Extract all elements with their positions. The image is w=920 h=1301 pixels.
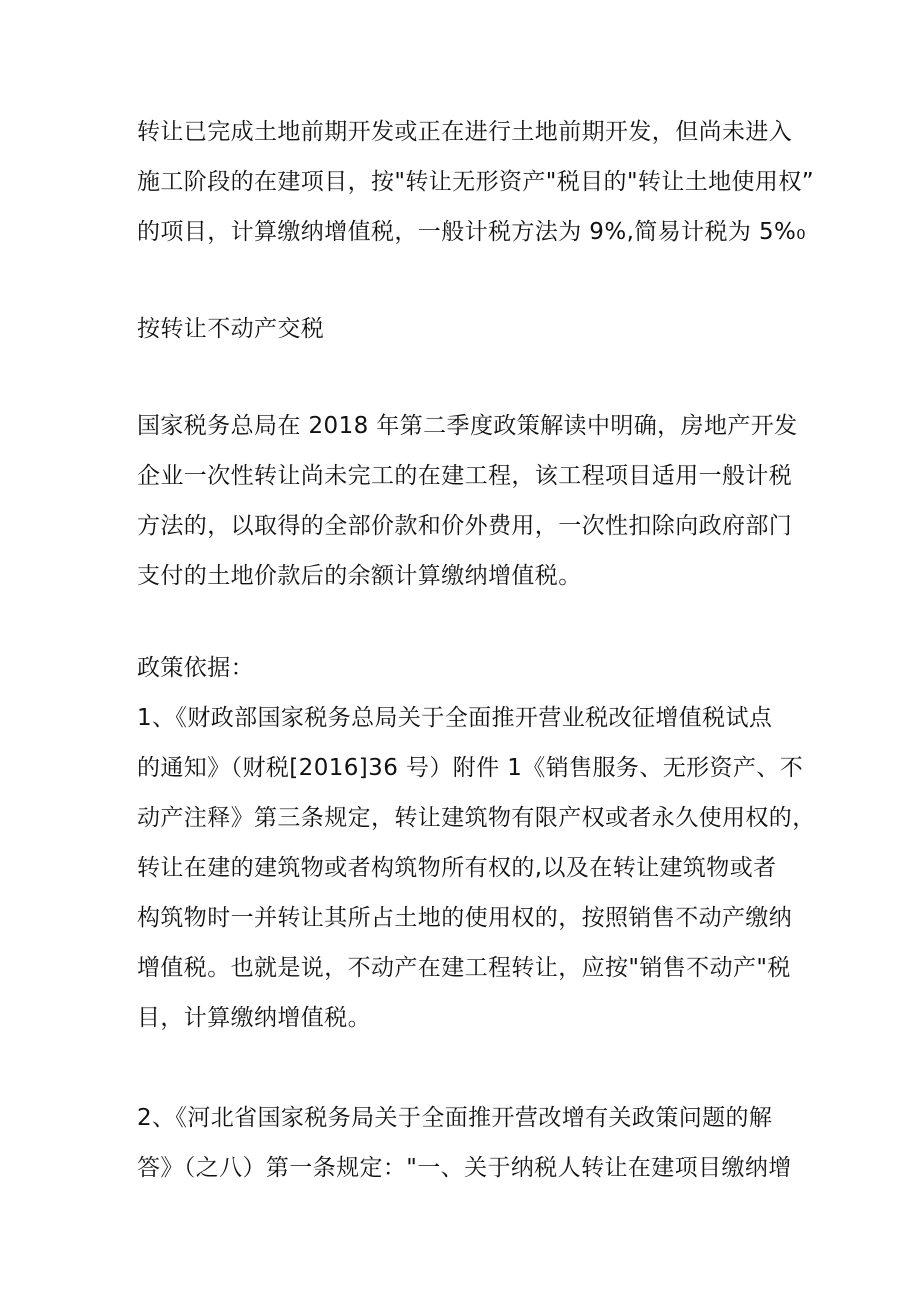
basis-1-line-4: 转让在建的建筑物或者构筑物所有权的,以及在转让建筑物或者 — [137, 855, 777, 881]
basis-1-line-5: 构筑物时一并转让其所占土地的使用权的，按照销售不动产缴纳 — [137, 905, 793, 931]
basis-1-line-2: 的通知》（财税[2016]36 号）附件 1《销售服务、无形资产、不 — [137, 755, 804, 781]
paragraph-1-line-2: 施工阶段的在建项目，按"转让无形资产"税目的"转让土地使用权” — [137, 169, 815, 195]
paragraph-1-line-3: 的项目，计算缴纳增值税，一般计税方法为 9%,简易计税为 5%₀ — [137, 219, 806, 245]
paragraph-2-line-4: 支付的土地价款后的余额计算缴纳增值税。 — [137, 563, 582, 589]
paragraph-2-line-1: 国家税务总局在 2018 年第二季度政策解读中明确，房地产开发 — [137, 413, 798, 439]
basis-1-line-3: 动产注释》第三条规定，转让建筑物有限产权或者永久使用权的， — [137, 805, 816, 831]
basis-1-line-6: 增值税。也就是说，不动产在建工程转让，应按"销售不动产"税 — [137, 955, 791, 981]
paragraph-2-line-3: 方法的，以取得的全部价款和价外费用，一次性扣除向政府部门 — [137, 513, 793, 539]
paragraph-2-line-2: 企业一次性转让尚未完工的在建工程，该工程项目适用一般计税 — [137, 463, 793, 489]
section-heading: 按转让不动产交税 — [137, 316, 325, 342]
basis-1-line-1: 1、《财政部国家税务总局关于全面推开营业税改征增值税试点 — [137, 705, 773, 731]
basis-2-line-2: 答》（之八）第一条规定："一、关于纳税人转让在建项目缴纳增 — [137, 1155, 792, 1181]
basis-1-line-7: 目，计算缴纳增值税。 — [137, 1005, 371, 1031]
basis-2-line-1: 2、《河北省国家税务局关于全面推开营改增有关政策问题的解 — [137, 1105, 773, 1131]
policy-basis-heading: 政策依据： — [137, 655, 254, 681]
paragraph-1-line-1: 转让已完成土地前期开发或正在进行土地前期开发，但尚未进入 — [137, 119, 793, 145]
